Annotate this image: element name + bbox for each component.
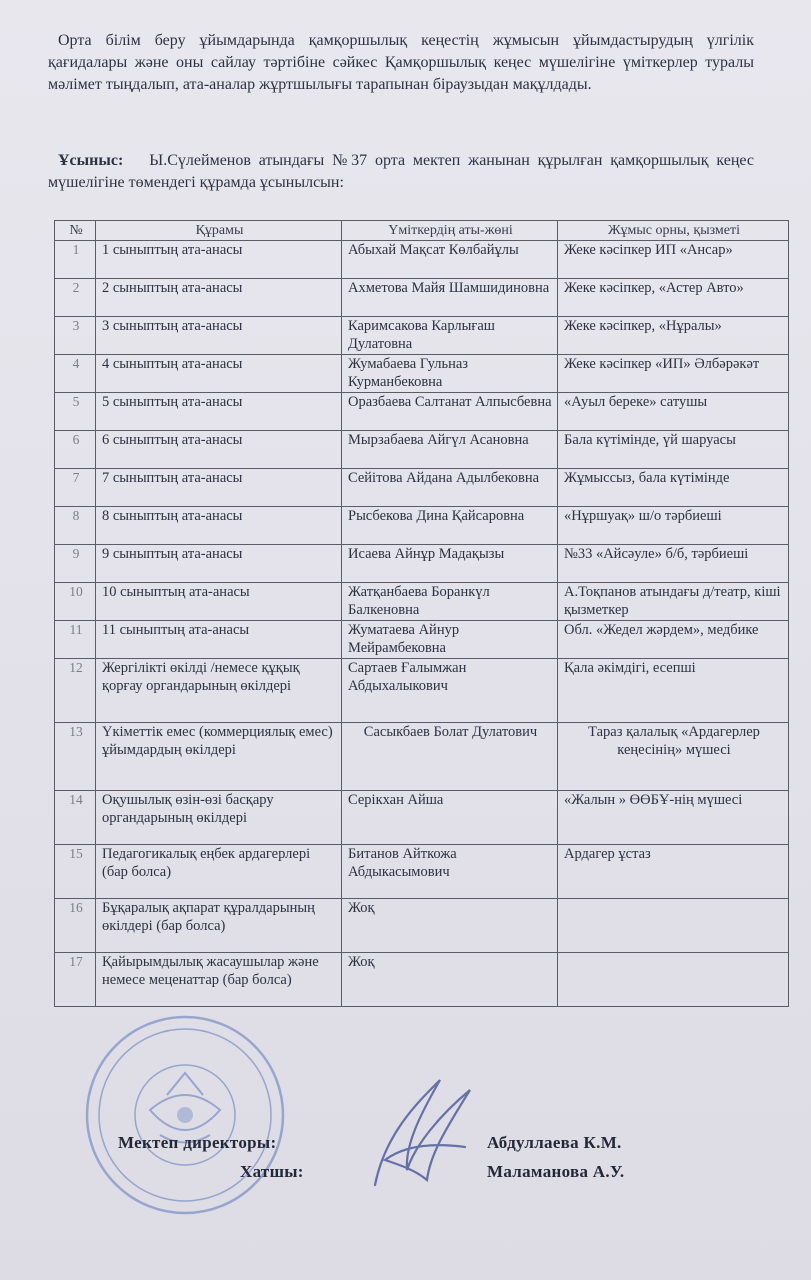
row-composition: 11 сыныптың ата-анасы (96, 621, 342, 659)
row-workplace: «Ауыл береке» сатушы (558, 393, 789, 431)
members-table (54, 220, 789, 1007)
row-candidate-name: Жуматаева Айнур Мейрамбековна (342, 621, 558, 659)
row-number: 16 (55, 899, 96, 953)
row-workplace: Обл. «Жедел жәрдем», медбике (558, 621, 789, 659)
row-workplace: Тараз қалалық «Ардагерлер кеңесінің» мүшесі (558, 723, 789, 791)
row-number: 9 (55, 545, 96, 583)
row-composition: Қайырымдылық жасаушылар және немесе меценаттар (бар болса) (96, 953, 342, 1007)
table-row (55, 431, 789, 469)
row-candidate-name: Жатқанбаева Боранкүл Балкеновна (342, 583, 558, 621)
row-composition: 8 сыныптың ата-анасы (96, 507, 342, 545)
row-candidate-name: Жоқ (342, 899, 558, 953)
table-row (55, 279, 789, 317)
proposal-text: Ы.Сүлейменов атындағы №37 орта мектеп жанынан құрылған қамқоршылық кеңес мүшелігіне төмендегі құрамда ұсынылсын: (48, 152, 754, 191)
row-composition: 1 сыныптың ата-анасы (96, 241, 342, 279)
row-workplace: Ардагер ұстаз (558, 845, 789, 899)
row-composition: Жергілікті өкілді /немесе құқық қорғау органдарының өкілдері (96, 659, 342, 723)
table-row (55, 507, 789, 545)
row-number: 15 (55, 845, 96, 899)
intro-paragraph: Орта білім беру ұйымдарында қамқоршылық кеңестің жұмысын ұйымдастырудың үлгілік қағидалары және оны сайлау тәртібіне сәйкес Қамқоршылық кеңес мүшелігіне үміткерлер туралы мәлімет тыңдалып, ата-аналар жұртшылығы тарапынан біраузыдан мақұлдады. (48, 32, 754, 93)
header-composition: Құрамы (96, 221, 342, 241)
row-candidate-name: Битанов Айткожа Абдыкасымович (342, 845, 558, 899)
row-candidate-name: Каримсакова Карлығаш Дулатовна (342, 317, 558, 355)
row-workplace: Қала әкімдігі, есепші (558, 659, 789, 723)
proposal-label: Ұсыныс: (58, 152, 124, 169)
row-workplace: №33 «Айсәуле» б/б, тәрбиеші (558, 545, 789, 583)
table-row (55, 659, 789, 723)
table-row (55, 583, 789, 621)
table-row (55, 317, 789, 355)
row-number: 10 (55, 583, 96, 621)
secretary-name: Маламанова А.У. (487, 1162, 625, 1181)
row-number: 17 (55, 953, 96, 1007)
row-number: 3 (55, 317, 96, 355)
row-candidate-name: Оразбаева Салтанат Алпысбевна (342, 393, 558, 431)
signature-icon (345, 1075, 485, 1195)
row-number: 4 (55, 355, 96, 393)
row-number: 1 (55, 241, 96, 279)
row-composition: Бұқаралық ақпарат құралдарының өкілдері (бар болса) (96, 899, 342, 953)
row-number: 2 (55, 279, 96, 317)
row-number: 13 (55, 723, 96, 791)
row-candidate-name: Жоқ (342, 953, 558, 1007)
row-number: 6 (55, 431, 96, 469)
row-number: 11 (55, 621, 96, 659)
row-composition: 6 сыныптың ата-анасы (96, 431, 342, 469)
row-workplace: Жеке кәсіпкер ИП «Ансар» (558, 241, 789, 279)
table-row (55, 393, 789, 431)
table-row (55, 545, 789, 583)
table-row (55, 621, 789, 659)
director-name: Абдуллаева К.М. (487, 1133, 622, 1152)
row-candidate-name: Серікхан Айша (342, 791, 558, 845)
row-number: 12 (55, 659, 96, 723)
header-no: № (55, 221, 96, 241)
table-row (55, 241, 789, 279)
row-composition: 2 сыныптың ата-анасы (96, 279, 342, 317)
row-composition: 4 сыныптың ата-анасы (96, 355, 342, 393)
row-workplace (558, 953, 789, 1007)
table-row (55, 899, 789, 953)
table-row (55, 791, 789, 845)
table-row (55, 723, 789, 791)
row-composition: 7 сыныптың ата-анасы (96, 469, 342, 507)
row-composition: Үкіметтік емес (коммерциялық емес) ұйымдардың өкілдері (96, 723, 342, 791)
row-candidate-name: Сартаев Ғалымжан Абдыхалыкович (342, 659, 558, 723)
row-candidate-name: Ахметова Майя Шамшидиновна (342, 279, 558, 317)
row-workplace (558, 899, 789, 953)
row-candidate-name: Жумабаева Гульназ Курманбековна (342, 355, 558, 393)
row-workplace: «Нұршуақ» ш/о тәрбиеші (558, 507, 789, 545)
row-workplace: А.Тоқпанов атындағы д/театр, кіші қызметкер (558, 583, 789, 621)
row-composition: 10 сыныптың ата-анасы (96, 583, 342, 621)
row-workplace: Жұмыссыз, бала күтімінде (558, 469, 789, 507)
row-composition: 9 сыныптың ата-анасы (96, 545, 342, 583)
row-workplace: Жеке кәсіпкер, «Нұралы» (558, 317, 789, 355)
row-number: 14 (55, 791, 96, 845)
secretary-label: Хатшы: (240, 1162, 304, 1181)
row-candidate-name: Абыхай Мақсат Көлбайұлы (342, 241, 558, 279)
row-workplace: Бала күтімінде, үй шаруасы (558, 431, 789, 469)
row-composition: Оқушылық өзін-өзі басқару органдарының өкілдері (96, 791, 342, 845)
table-header-row (55, 221, 789, 241)
row-candidate-name: Мырзабаева Айгүл Асановна (342, 431, 558, 469)
proposal-paragraph (48, 150, 754, 194)
header-candidate-name: Үміткердің аты-жөні (342, 221, 558, 241)
row-candidate-name: Сасыкбаев Болат Дулатович (342, 723, 558, 791)
row-composition: 5 сыныптың ата-анасы (96, 393, 342, 431)
row-candidate-name: Сейітова Айдана Адылбековна (342, 469, 558, 507)
row-candidate-name: Рысбекова Дина Қайсаровна (342, 507, 558, 545)
row-workplace: Жеке кәсіпкер «ИП» Әлбәрәкәт (558, 355, 789, 393)
director-label: Мектеп директоры: (118, 1133, 277, 1152)
header-workplace: Жұмыс орны, қызметі (558, 221, 789, 241)
row-number: 5 (55, 393, 96, 431)
row-candidate-name: Исаева Айнұр Мадақызы (342, 545, 558, 583)
table-row (55, 469, 789, 507)
table-row (55, 845, 789, 899)
table-row (55, 355, 789, 393)
row-number: 7 (55, 469, 96, 507)
row-composition: 3 сыныптың ата-анасы (96, 317, 342, 355)
row-number: 8 (55, 507, 96, 545)
row-composition: Педагогикалық еңбек ардагерлері (бар болса) (96, 845, 342, 899)
row-workplace: Жеке кәсіпкер, «Астер Авто» (558, 279, 789, 317)
row-workplace: «Жалын » ӨӨБҰ-нің мүшесі (558, 791, 789, 845)
